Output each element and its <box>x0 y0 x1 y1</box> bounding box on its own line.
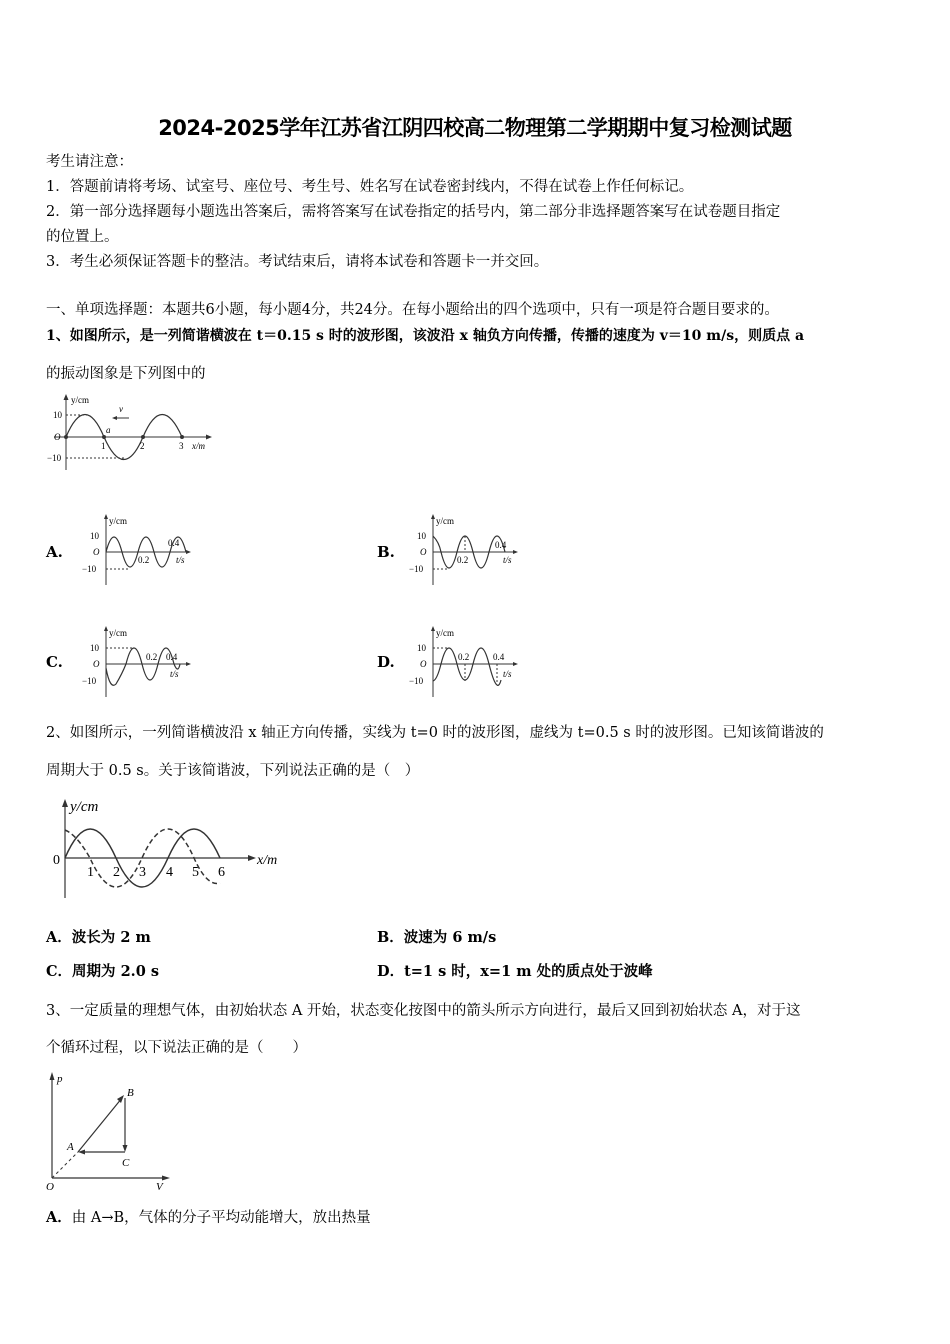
svg-text:−10: −10 <box>47 453 62 463</box>
q1-option-a-graph[interactable] <box>78 512 198 587</box>
svg-text:0.2: 0.2 <box>457 555 469 565</box>
page-title: 2024-2025学年江苏省江阴四校高二物理第二学期期中复习检测试题 <box>158 116 792 140</box>
q1-stem-line1: 1、如图所示，是一列简谐横波在 t＝0.15 s 时的波形图，该波沿 x 轴负方向传播，传播的速度为 v＝10 m/s，则质点 a <box>46 328 805 344</box>
svg-text:x/m: x/m <box>257 853 278 868</box>
q1-stem-line2: 的振动图象是下列图中的 <box>46 366 206 382</box>
svg-text:O: O <box>54 432 61 442</box>
svg-text:5: 5 <box>192 865 199 880</box>
svg-text:1: 1 <box>101 441 106 451</box>
q3-pv-diagram <box>40 1068 180 1198</box>
svg-text:10: 10 <box>90 643 99 653</box>
q1-option-c-graph[interactable] <box>78 624 198 699</box>
svg-text:10: 10 <box>417 643 426 653</box>
q3-stem-line2: 个循环过程，以下说法正确的是（ ） <box>46 1040 307 1056</box>
q2-option-a[interactable]: A．波长为 2 m <box>46 929 151 946</box>
svg-text:10: 10 <box>53 410 62 420</box>
q1-option-b-graph[interactable] <box>405 512 525 587</box>
q2-stem-line2: 周期大于 0.5 s。关于该简谐波，下列说法正确的是（ ） <box>46 763 420 779</box>
notice-heading: 考生请注意： <box>46 154 133 170</box>
q2-wave-figure <box>50 795 285 900</box>
svg-text:V: V <box>156 1181 163 1193</box>
q1-wave-figure <box>44 392 224 472</box>
svg-text:v: v <box>119 404 123 414</box>
svg-text:0.4: 0.4 <box>493 652 505 662</box>
q2-y-label: y/cm <box>70 799 99 815</box>
notice-item-3: 3．考生必须保证答题卡的整洁。考试结束后，请将本试卷和答题卡一并交回。 <box>46 254 549 270</box>
q3-stem-line1: 3、一定质量的理想气体，由初始状态 A 开始，状态变化按图中的箭头所示方向进行，最后又回到初始状态 A，对于这 <box>46 1003 801 1019</box>
point-a-label: a <box>106 425 111 435</box>
svg-text:y/cm: y/cm <box>436 516 454 526</box>
svg-text:−10: −10 <box>82 564 97 574</box>
notice-item-2: 2．第一部分选择题每小题选出答案后，需将答案写在试卷指定的括号内，第二部分非选择题答案写在试卷题目指定 <box>46 204 781 220</box>
svg-text:y/cm: y/cm <box>436 628 454 638</box>
svg-text:6: 6 <box>218 865 225 880</box>
svg-text:O: O <box>93 659 100 669</box>
svg-text:0.2: 0.2 <box>146 652 158 662</box>
svg-text:O: O <box>420 547 427 557</box>
svg-text:p: p <box>57 1073 63 1085</box>
svg-text:2: 2 <box>113 865 120 880</box>
svg-text:0.2: 0.2 <box>458 652 470 662</box>
q1-option-a-label[interactable]: A. <box>46 543 63 561</box>
svg-text:−10: −10 <box>409 676 424 686</box>
svg-text:4: 4 <box>166 865 173 880</box>
svg-text:3: 3 <box>179 441 184 451</box>
svg-text:2: 2 <box>140 441 145 451</box>
svg-text:10: 10 <box>417 531 426 541</box>
q3-option-a[interactable]: A．由 A→B，气体的分子平均动能增大，放出热量 <box>46 1209 371 1226</box>
q1-option-d-graph[interactable] <box>405 624 530 704</box>
q1-y-label: y/cm <box>71 395 89 405</box>
q2-option-c[interactable]: C．周期为 2.0 s <box>46 963 160 980</box>
svg-text:x/m: x/m <box>192 441 205 451</box>
svg-text:10: 10 <box>90 531 99 541</box>
svg-text:O: O <box>420 659 427 669</box>
q2-option-d[interactable]: D．t=1 s 时，x=1 m 处的质点处于波峰 <box>377 963 653 980</box>
svg-text:t/s: t/s <box>503 555 512 565</box>
svg-text:t/s: t/s <box>170 669 179 679</box>
q1-option-c-label[interactable]: C. <box>46 653 63 671</box>
svg-text:t/s: t/s <box>503 669 512 679</box>
svg-text:0.2: 0.2 <box>138 555 150 565</box>
svg-text:1: 1 <box>87 865 94 880</box>
svg-text:0: 0 <box>53 853 60 868</box>
svg-text:−10: −10 <box>409 564 424 574</box>
point-b-label: B <box>127 1087 134 1099</box>
svg-text:y/cm: y/cm <box>109 628 127 638</box>
q2-stem-line1: 2、如图所示，一列简谐横波沿 x 轴正方向传播，实线为 t=0 时的波形图，虚线为 t=0.5 s 时的波形图。已知该简谐波的 <box>46 725 824 741</box>
svg-text:0.4: 0.4 <box>168 538 180 548</box>
svg-text:t/s: t/s <box>176 555 185 565</box>
svg-text:3: 3 <box>139 865 146 880</box>
q1-option-b-label[interactable]: B. <box>377 543 395 561</box>
svg-text:0.4: 0.4 <box>166 652 178 662</box>
svg-text:O: O <box>93 547 100 557</box>
notice-item-1: 1．答题前请将考场、试室号、座位号、考生号、姓名写在试卷密封线内，不得在试卷上作任何标记。 <box>46 179 694 195</box>
point-c-label: C <box>122 1157 130 1169</box>
q2-option-b[interactable]: B．波速为 6 m/s <box>377 929 497 946</box>
svg-text:0.4: 0.4 <box>495 540 507 550</box>
point-a-label: A <box>67 1141 74 1153</box>
svg-text:−10: −10 <box>82 676 97 686</box>
q1-option-d-label[interactable]: D. <box>377 653 395 671</box>
svg-text:O: O <box>46 1181 54 1193</box>
section-heading: 一、单项选择题：本题共6小题，每小题4分，共24分。在每小题给出的四个选项中，只有一项是符合题目要求的。 <box>46 302 779 318</box>
svg-text:y/cm: y/cm <box>109 516 127 526</box>
notice-item-2-cont: 的位置上。 <box>46 229 119 245</box>
